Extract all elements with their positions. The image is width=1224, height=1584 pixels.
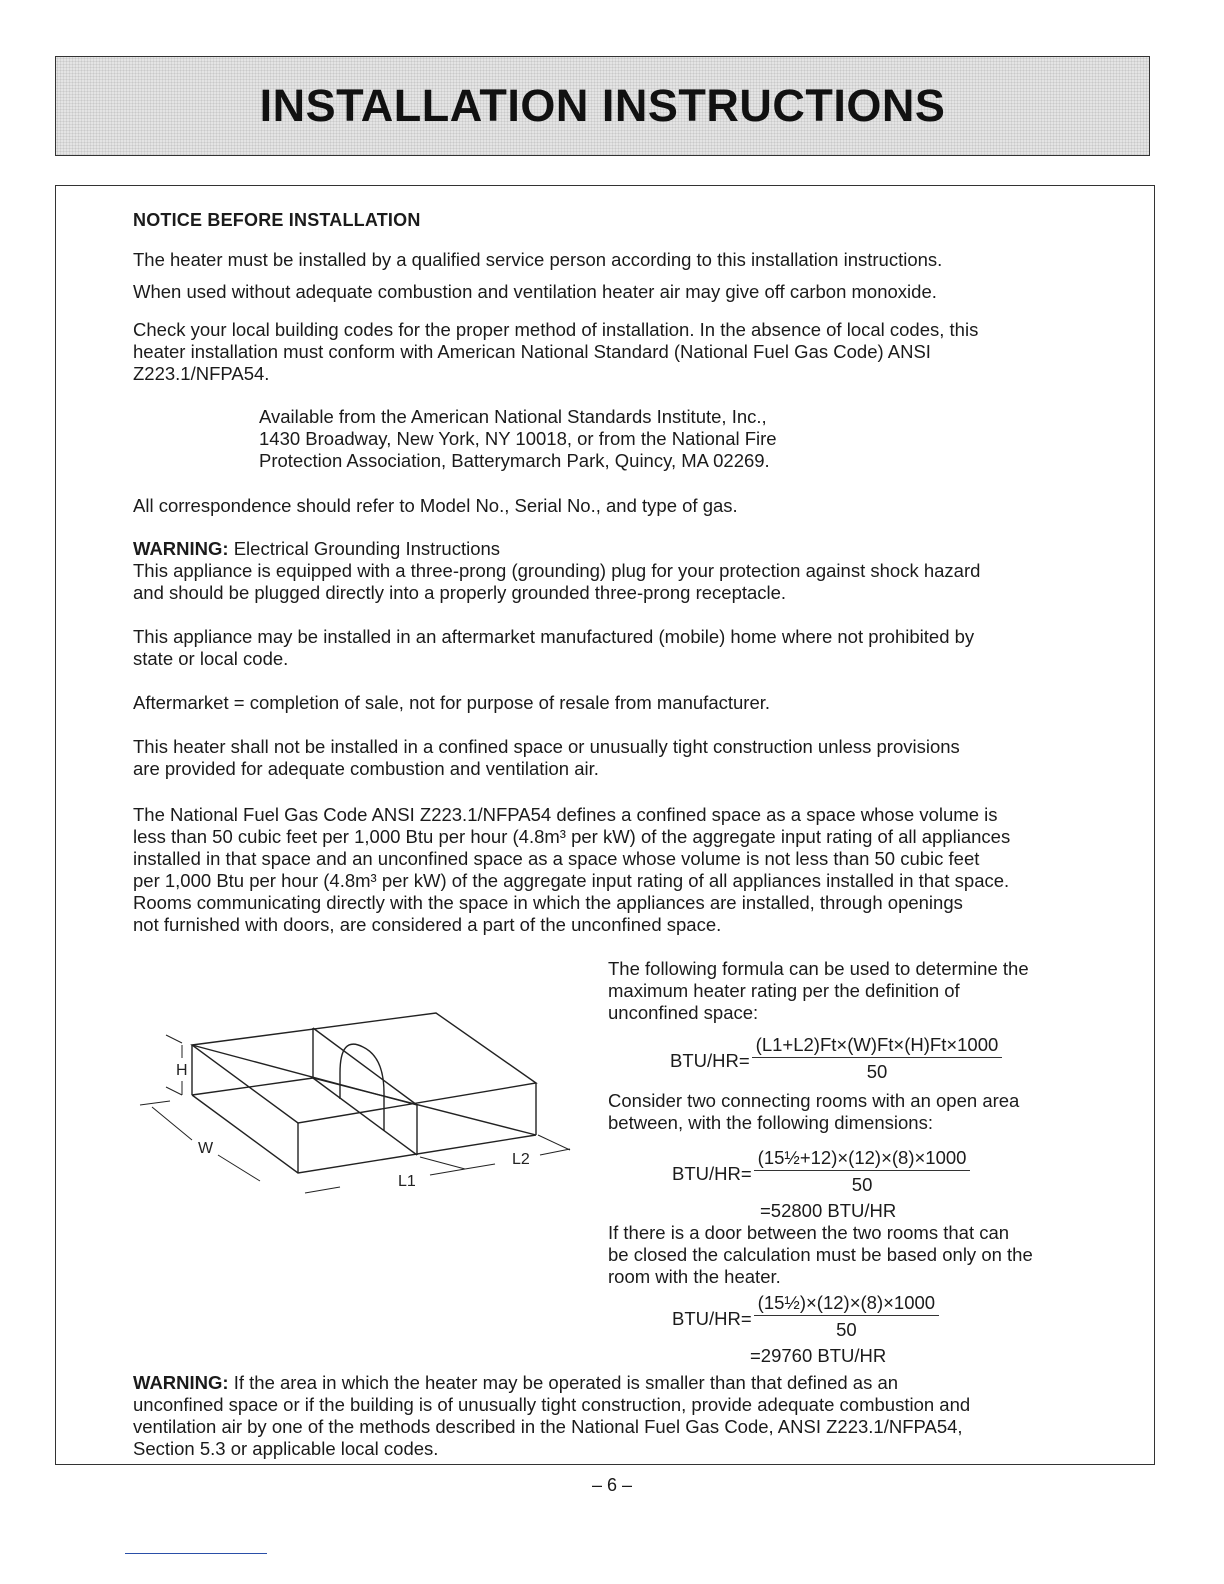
text-line bbox=[133, 1372, 898, 1394]
text-line: The following formula can be used to determine the bbox=[608, 958, 1029, 979]
dim-line-l2 bbox=[540, 1149, 570, 1155]
address-line: 1430 Broadway, New York, NY 10018, or from the National Fire bbox=[259, 428, 777, 449]
text-line: heater installation must conform with American National Standard (National Fuel Gas Code) ANSI bbox=[133, 341, 931, 362]
result-open-rooms: =52800 BTU/HR bbox=[760, 1200, 897, 1221]
denominator: 50 bbox=[851, 1174, 873, 1195]
top-diagonal bbox=[192, 1045, 417, 1105]
text-line: Check your local building codes for the proper method of installation. In the absence of local codes, this bbox=[133, 319, 979, 340]
formula-lhs: BTU/HR= bbox=[672, 1307, 752, 1329]
fraction bbox=[752, 1034, 1003, 1083]
dim-line-l1 bbox=[305, 1187, 340, 1193]
notice-heading: NOTICE BEFORE INSTALLATION bbox=[133, 210, 421, 230]
text-line: Rooms communicating directly with the space in which the appliances are installed, through openings bbox=[133, 892, 963, 913]
formula-lhs: BTU/HR= bbox=[672, 1162, 752, 1184]
address-line: Protection Association, Batterymarch Park, Quincy, MA 02269. bbox=[259, 450, 770, 471]
text-line: Z223.1/NFPA54. bbox=[133, 363, 270, 384]
bottom-edges bbox=[192, 1095, 536, 1173]
address-line: Available from the American National Standards Institute, Inc., bbox=[259, 406, 767, 427]
text-line: are provided for adequate combustion and ventilation air. bbox=[133, 758, 599, 779]
text-line: unconfined space: bbox=[608, 1002, 759, 1023]
dim-line-w bbox=[218, 1155, 260, 1181]
text-line: Section 5.3 or applicable local codes. bbox=[133, 1438, 439, 1459]
text-line: state or local code. bbox=[133, 648, 289, 669]
paragraph-correspondence: All correspondence should refer to Model No., Serial No., and type of gas. bbox=[133, 495, 738, 516]
floor-line bbox=[192, 1078, 313, 1095]
label-l2: L2 bbox=[512, 1151, 530, 1168]
text-line: unconfined space or if the building is of unusually tight construction, provide adequate combustion and bbox=[133, 1394, 971, 1415]
dim-extension bbox=[538, 1135, 570, 1150]
warning-text: If the area in which the heater may be operated is smaller than that defined as an bbox=[233, 1372, 899, 1393]
text-line: not furnished with doors, are considered a part of the unconfined space. bbox=[133, 914, 722, 935]
page-number: – 6 – bbox=[591, 1475, 633, 1495]
text-line: be closed the calculation must be based only on the bbox=[608, 1244, 1033, 1265]
denominator: 50 bbox=[866, 1061, 888, 1082]
paragraph-carbon-monoxide: When used without adequate combustion and ventilation heater air may give off carbon monoxide. bbox=[133, 281, 937, 302]
text-line: per 1,000 Btu per hour (4.8m³ per kW) of the aggregate input rating of all appliances installed in that space. bbox=[133, 870, 1010, 891]
formula-example-open bbox=[672, 1147, 970, 1196]
paragraph-aftermarket: Aftermarket = completion of sale, not for purpose of resale from manufacturer. bbox=[133, 692, 771, 713]
warning-label: WARNING: bbox=[133, 538, 229, 559]
text-line: between, with the following dimensions: bbox=[608, 1112, 933, 1133]
formula-example-closed bbox=[672, 1292, 939, 1341]
dim-extension bbox=[166, 1035, 182, 1043]
text-line: room with the heater. bbox=[608, 1266, 781, 1287]
top-face bbox=[192, 1013, 536, 1123]
doorway-arch bbox=[340, 1044, 384, 1131]
dim-line-l1 bbox=[430, 1169, 465, 1175]
text-line: This appliance is equipped with a three-prong (grounding) plug for your protection against shock hazard bbox=[133, 560, 981, 581]
text-line: maximum heater rating per the definition of bbox=[608, 980, 960, 1001]
fraction bbox=[754, 1147, 971, 1196]
text-line: ventilation air by one of the methods described in the National Fuel Gas Code, ANSI Z223.1/NFPA54, bbox=[133, 1416, 963, 1437]
warning-title: Electrical Grounding Instructions bbox=[233, 538, 501, 559]
label-l1: L1 bbox=[398, 1173, 416, 1190]
label-h: H bbox=[176, 1062, 188, 1079]
fraction bbox=[754, 1292, 939, 1341]
text-line: installed in that space and an unconfined space as a space whose volume is not less than 50 cubic feet bbox=[133, 848, 980, 869]
numerator: (15½+12)×(12)×(8)×1000 bbox=[754, 1147, 971, 1171]
text-line: and should be plugged directly into a properly grounded three-prong receptacle. bbox=[133, 582, 787, 603]
formula-general bbox=[670, 1034, 1002, 1083]
text-line: This heater shall not be installed in a confined space or unusually tight construction unless provisions bbox=[133, 736, 960, 757]
warning-title-line bbox=[133, 538, 500, 560]
numerator: (L1+L2)Ft×(W)Ft×(H)Ft×1000 bbox=[752, 1034, 1003, 1058]
formula-lhs: BTU/HR= bbox=[670, 1049, 750, 1071]
label-w: W bbox=[198, 1140, 214, 1157]
text-line: Consider two connecting rooms with an open area bbox=[608, 1090, 1020, 1111]
warning-label: WARNING: bbox=[133, 1372, 229, 1393]
dim-extension bbox=[166, 1087, 182, 1095]
room-dimension-diagram bbox=[130, 995, 580, 1205]
dim-line-l2 bbox=[465, 1164, 495, 1169]
footer-rule bbox=[125, 1553, 267, 1554]
paragraph-qualified-installer: The heater must be installed by a qualified service person according to this installation instructions. bbox=[133, 249, 943, 270]
denominator: 50 bbox=[836, 1319, 857, 1340]
numerator: (15½)×(12)×(8)×1000 bbox=[754, 1292, 939, 1316]
page-title: INSTALLATION INSTRUCTIONS bbox=[259, 80, 946, 131]
text-line: The National Fuel Gas Code ANSI Z223.1/NFPA54 defines a confined space as a space whose volume is bbox=[133, 804, 998, 825]
dim-extension bbox=[420, 1157, 465, 1169]
text-line: less than 50 cubic feet per 1,000 Btu per hour (4.8m³ per kW) of the aggregate input rating of all appliances bbox=[133, 826, 1011, 847]
partition-top bbox=[313, 1028, 417, 1105]
title-banner bbox=[55, 56, 1150, 156]
result-heater-room: =29760 BTU/HR bbox=[750, 1345, 887, 1366]
text-line: This appliance may be installed in an aftermarket manufactured (mobile) home where not prohibited by bbox=[133, 626, 975, 647]
partition-bottom bbox=[313, 1078, 417, 1155]
dim-extension bbox=[140, 1101, 170, 1105]
text-line: If there is a door between the two rooms that can bbox=[608, 1222, 1010, 1243]
dim-line-w bbox=[152, 1107, 192, 1140]
